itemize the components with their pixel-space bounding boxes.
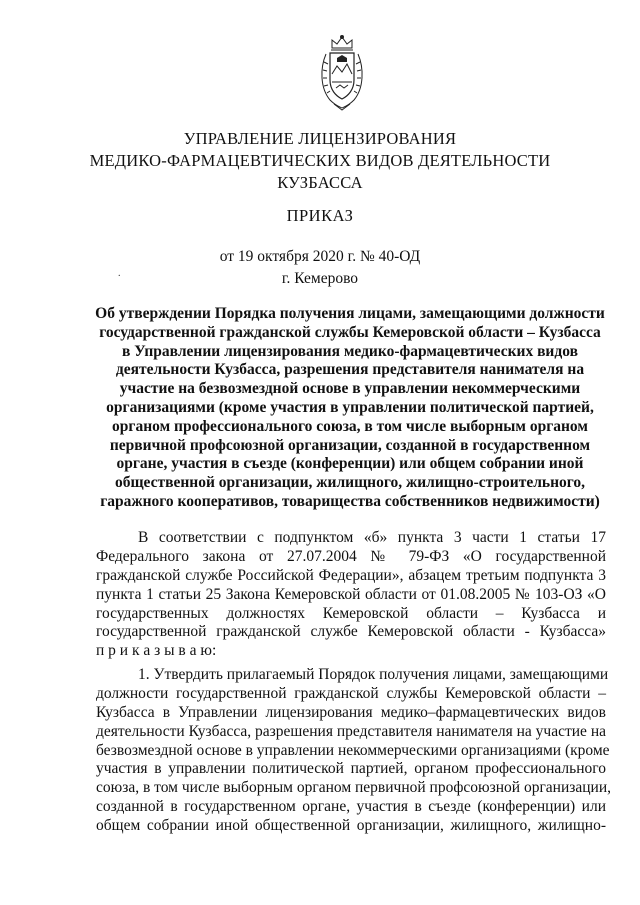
title-line: организациями (кроме участия в управлении политической партией,: [106, 398, 594, 416]
preamble-line: государственных должностях Кемеровской области – Кузбасса и: [96, 604, 606, 622]
title-line: первичной профсоюзной организации, созданной в государственном: [109, 436, 591, 454]
item-1-paragraph: [96, 666, 612, 836]
item-1-line: безвозмездной основе в управлении некоммерческими организациями (кроме: [96, 741, 610, 759]
document-title: [70, 305, 630, 512]
date-and-number: [0, 246, 640, 290]
item-1-line: участия в управлении политической партией, органом профессионального: [96, 760, 606, 778]
document-date-number: от 19 октября 2020 г. № 40-ОД: [219, 248, 421, 265]
preamble-line: государственной гражданской службе Кемеровской области - Кузбасса»: [96, 623, 606, 641]
title-line: участие на безвозмездной основе в управлении некоммерческими: [119, 380, 581, 398]
agency-line-1: УПРАВЛЕНИЕ ЛИЦЕНЗИРОВАНИЯ: [183, 129, 457, 148]
item-1-line: союза, в том числе выборным органом первичной профсоюзной организации,: [96, 779, 612, 797]
title-line: Об утверждении Порядка получения лицами, замещающими должности: [95, 305, 605, 322]
item-1-line: общем собрании иной общественной организации, жилищного, жилищно-: [96, 817, 606, 835]
preamble-paragraph: [96, 529, 606, 661]
title-line: государственной гражданской службы Кемеровской области – Кузбасса: [99, 323, 601, 341]
item-1-line: деятельности Кузбасса, разрешения представителя нанимателя на участие на: [96, 722, 606, 740]
order-word: п р и к а з ы в а ю:: [96, 642, 217, 660]
title-line: органом профессионального союза, в том числе выборным органом: [112, 417, 588, 435]
preamble-line: гражданской службе Российской Федерации», абзацем третьим подпункта 3: [96, 566, 606, 584]
agency-line-2: МЕДИКО-ФАРМАЦЕВТИЧЕСКИХ ВИДОВ ДЕЯТЕЛЬНОСТИ: [89, 151, 551, 170]
agency-line-3: КУЗБАССА: [277, 173, 363, 192]
title-line: деятельности Кузбасса, разрешения представителя нанимателя на: [115, 361, 585, 379]
title-line: органе, участия в съезде (конференции) или общем собрании иной: [116, 455, 584, 473]
item-1-line: созданной в государственном органе, участия в съезде (конференции) или: [96, 798, 606, 816]
preamble-line: пункта 1 статьи 25 Закона Кемеровской области от 01.08.2005 № 103-ОЗ «О: [96, 585, 606, 603]
preamble-line: В соответствии с подпунктом «б» пункта 3 части 1 статьи 17: [138, 529, 606, 546]
agency-name: [0, 128, 640, 194]
title-line: гаражного кооперативов, товарищества собственников недвижимости): [100, 492, 600, 510]
item-1-line: должности государственной гражданской службы Кемеровской области –: [96, 684, 606, 702]
item-1-line: 1. Утвердить прилагаемый Порядок получения лицами, замещающими: [138, 666, 609, 683]
preamble-line: Федерального закона от 27.07.2004 № 79-ФЗ «О государственной: [96, 547, 606, 565]
title-line: общественной организации, жилищного, жилищно-строительного,: [114, 474, 586, 492]
item-1-line: Кузбасса в Управлении лицензирования медико–фармацевтических видов: [96, 703, 606, 721]
title-line: в Управлении лицензирования медико-фармацевтических видов: [122, 342, 578, 360]
document-type-heading: ПРИКАЗ: [286, 206, 354, 225]
document-city: г. Кемерово: [281, 270, 359, 287]
coat-of-arms-emblem: [318, 34, 366, 112]
stray-dot: .: [118, 268, 121, 279]
